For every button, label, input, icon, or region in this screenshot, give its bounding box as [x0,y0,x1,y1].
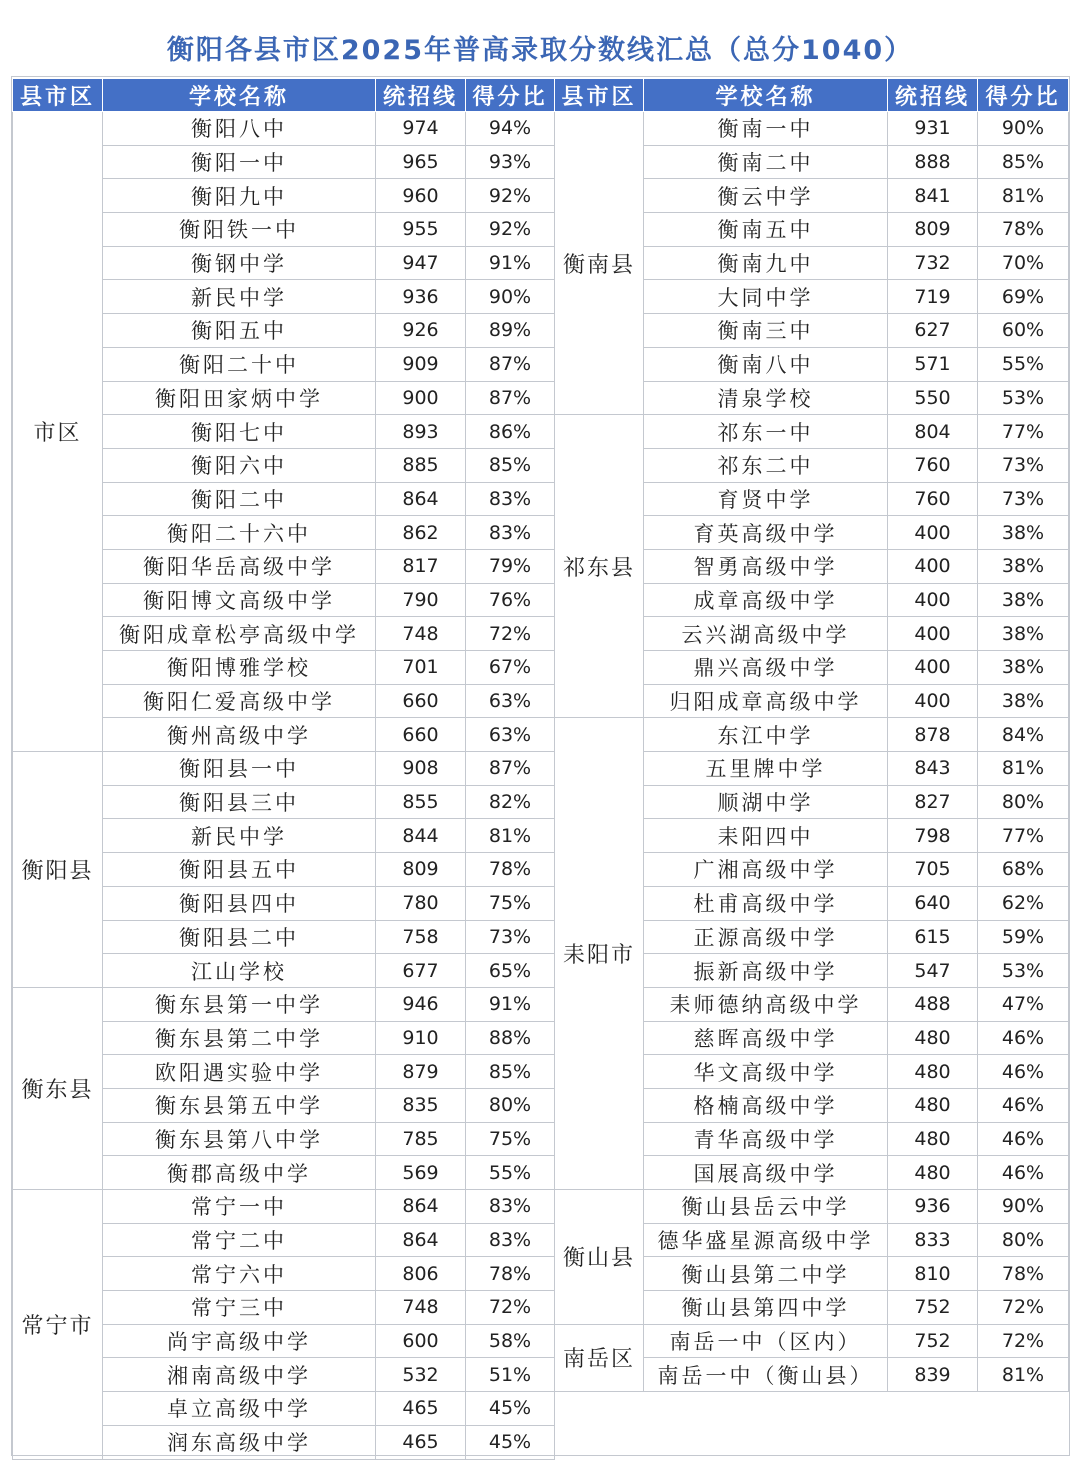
right-school-name: 衡南五中 [644,213,888,247]
table-row [13,314,1069,348]
right-admission-line: 400 [888,549,978,583]
left-school-name: 常宁六中 [103,1257,376,1291]
left-school-name: 衡州高级中学 [103,718,376,752]
left-score-ratio: 80% [466,1088,555,1122]
right-admission-line: 400 [888,651,978,685]
table-row [13,651,1069,685]
right-admission-line: 571 [888,347,978,381]
left-school-name: 衡阳博文高级中学 [103,583,376,617]
right-admission-line: 841 [888,179,978,213]
left-school-name: 衡阳五中 [103,314,376,348]
left-admission-line: 780 [376,886,466,920]
right-score-ratio: 84% [978,718,1069,752]
left-admission-line: 862 [376,516,466,550]
header-school-right: 学校名称 [644,79,888,112]
table-row [13,482,1069,516]
table-row [13,1358,1069,1392]
table-row [13,920,1069,954]
right-school-name: 祁东一中 [644,415,888,449]
right-score-ratio: 38% [978,651,1069,685]
right-school-name: 南岳一中（区内） [644,1324,888,1358]
left-school-name: 衡东县第一中学 [103,987,376,1021]
table-row [13,785,1069,819]
left-school-name: 湘南高级中学 [103,1358,376,1392]
left-school-name: 衡阳县一中 [103,752,376,786]
table-row [13,381,1069,415]
left-admission-line: 947 [376,246,466,280]
left-admission-line: 909 [376,347,466,381]
right-score-ratio: 62% [978,886,1069,920]
right-score-ratio: 70% [978,246,1069,280]
right-score-ratio: 46% [978,1122,1069,1156]
right-school-name: 归阳成章高级中学 [644,684,888,718]
table-row [13,718,1069,752]
right-school-name: 衡山县第二中学 [644,1257,888,1291]
right-admission-line: 732 [888,246,978,280]
right-district-cell: 衡山县 [555,1190,644,1325]
table-row [13,1257,1069,1291]
right-score-ratio: 78% [978,1257,1069,1291]
left-score-ratio: 83% [466,1223,555,1257]
right-school-name: 正源高级中学 [644,920,888,954]
right-admission-line: 936 [888,1190,978,1224]
left-school-name: 衡阳成章松亭高级中学 [103,617,376,651]
table-row [13,1156,1069,1190]
right-school-name: 耒师德纳高级中学 [644,987,888,1021]
left-score-ratio: 85% [466,1055,555,1089]
right-score-ratio: 81% [978,179,1069,213]
right-admission-line: 400 [888,617,978,651]
left-score-ratio: 72% [466,617,555,651]
right-district-cell: 南岳区 [555,1324,644,1391]
right-score-ratio: 46% [978,1088,1069,1122]
right-school-name: 振新高级中学 [644,954,888,988]
right-admission-line: 827 [888,785,978,819]
header-district-right: 县市区 [555,79,644,112]
right-school-name: 祁东二中 [644,448,888,482]
right-admission-line: 760 [888,482,978,516]
right-school-name: 衡南二中 [644,145,888,179]
left-admission-line: 465 [376,1392,466,1426]
left-score-ratio: 45% [466,1425,555,1459]
left-school-name: 衡阳二中 [103,482,376,516]
left-score-ratio: 82% [466,785,555,819]
right-admission-line: 400 [888,583,978,617]
left-admission-line: 910 [376,1021,466,1055]
right-score-ratio: 81% [978,1358,1069,1392]
table-row [13,1223,1069,1257]
left-score-ratio: 83% [466,1190,555,1224]
table-row [13,1088,1069,1122]
left-score-ratio: 45% [466,1392,555,1426]
table-row [13,752,1069,786]
left-school-name: 衡东县第五中学 [103,1088,376,1122]
right-admission-line: 833 [888,1223,978,1257]
right-admission-line: 627 [888,314,978,348]
right-score-ratio: 81% [978,752,1069,786]
right-school-name: 五里牌中学 [644,752,888,786]
right-score-ratio: 53% [978,954,1069,988]
right-admission-line: 480 [888,1156,978,1190]
left-admission-line: 569 [376,1156,466,1190]
left-score-ratio: 91% [466,246,555,280]
table-row [13,1055,1069,1089]
table-row [13,954,1069,988]
left-score-ratio: 85% [466,448,555,482]
right-school-name: 顺湖中学 [644,785,888,819]
table-row [13,819,1069,853]
right-admission-line: 878 [888,718,978,752]
right-school-name: 清泉学校 [644,381,888,415]
right-score-ratio: 60% [978,314,1069,348]
left-admission-line: 748 [376,617,466,651]
table-row [13,213,1069,247]
left-school-name: 衡阳仁爱高级中学 [103,684,376,718]
right-school-name: 衡南八中 [644,347,888,381]
right-score-ratio: 46% [978,1156,1069,1190]
table-row [13,516,1069,550]
table-row [13,448,1069,482]
table-row [13,617,1069,651]
left-admission-line: 758 [376,920,466,954]
left-admission-line: 864 [376,1223,466,1257]
table-row [13,179,1069,213]
right-school-name: 广湘高级中学 [644,853,888,887]
left-admission-line: 879 [376,1055,466,1089]
left-score-ratio: 87% [466,347,555,381]
right-school-name: 德华盛星源高级中学 [644,1223,888,1257]
left-school-name: 尚宇高级中学 [103,1324,376,1358]
right-school-name: 东江中学 [644,718,888,752]
right-school-name: 杜甫高级中学 [644,886,888,920]
left-school-name: 新民中学 [103,819,376,853]
left-school-name: 衡阳县二中 [103,920,376,954]
left-score-ratio: 88% [466,1021,555,1055]
table-row [13,549,1069,583]
left-school-name: 卓立高级中学 [103,1392,376,1426]
right-score-ratio: 38% [978,617,1069,651]
table-row [13,1291,1069,1325]
right-score-ratio: 38% [978,684,1069,718]
right-score-ratio: 46% [978,1055,1069,1089]
table-row [13,246,1069,280]
left-admission-line: 908 [376,752,466,786]
left-score-ratio: 51% [466,1358,555,1392]
header-line: 统招线 [376,79,466,112]
right-school-name: 耒阳四中 [644,819,888,853]
left-score-ratio: 63% [466,718,555,752]
left-score-ratio: 92% [466,179,555,213]
left-school-name: 江山学校 [103,954,376,988]
left-school-name: 衡东县第八中学 [103,1122,376,1156]
right-score-ratio: 38% [978,549,1069,583]
left-score-ratio: 55% [466,1156,555,1190]
right-score-ratio: 85% [978,145,1069,179]
left-score-ratio: 87% [466,381,555,415]
table-row [13,1392,1069,1426]
left-score-ratio: 83% [466,516,555,550]
left-score-ratio: 89% [466,314,555,348]
right-admission-line: 931 [888,112,978,146]
right-score-ratio: 72% [978,1324,1069,1358]
table-row [13,1021,1069,1055]
left-school-name: 润东高级中学 [103,1425,376,1459]
left-admission-line: 660 [376,684,466,718]
right-score-ratio: 77% [978,819,1069,853]
right-admission-line: 615 [888,920,978,954]
right-score-ratio: 90% [978,1190,1069,1224]
table-row [13,280,1069,314]
right-school-name: 慈晖高级中学 [644,1021,888,1055]
left-school-name: 衡阳九中 [103,179,376,213]
left-admission-line: 817 [376,549,466,583]
left-school-name: 常宁一中 [103,1190,376,1224]
right-admission-line: 705 [888,853,978,887]
right-admission-line: 752 [888,1291,978,1325]
right-admission-line: 809 [888,213,978,247]
right-score-ratio: 38% [978,516,1069,550]
right-admission-line: 480 [888,1055,978,1089]
left-admission-line: 844 [376,819,466,853]
table-row [13,1122,1069,1156]
right-admission-line: 888 [888,145,978,179]
left-score-ratio: 81% [466,819,555,853]
right-score-ratio: 38% [978,583,1069,617]
right-admission-line: 480 [888,1021,978,1055]
left-score-ratio: 78% [466,853,555,887]
right-school-name: 衡山县第四中学 [644,1291,888,1325]
right-school-name: 衡南九中 [644,246,888,280]
left-school-name: 衡东县第二中学 [103,1021,376,1055]
left-school-name: 衡郡高级中学 [103,1156,376,1190]
right-score-ratio: 72% [978,1291,1069,1325]
right-score-ratio: 80% [978,1223,1069,1257]
left-score-ratio: 93% [466,145,555,179]
right-admission-line: 547 [888,954,978,988]
right-school-name: 衡山县岳云中学 [644,1190,888,1224]
right-admission-line: 400 [888,684,978,718]
right-admission-line: 640 [888,886,978,920]
header-ratio-right: 得分比 [978,79,1069,112]
left-school-name: 衡阳二十中 [103,347,376,381]
table-row [13,684,1069,718]
right-score-ratio: 73% [978,482,1069,516]
left-school-name: 常宁二中 [103,1223,376,1257]
right-school-name: 育贤中学 [644,482,888,516]
right-score-ratio: 59% [978,920,1069,954]
left-score-ratio: 94% [466,112,555,146]
left-school-name: 衡阳县五中 [103,853,376,887]
right-school-name: 华文高级中学 [644,1055,888,1089]
table-row [13,886,1069,920]
left-admission-line: 864 [376,1190,466,1224]
right-score-ratio: 47% [978,987,1069,1021]
left-admission-line: 785 [376,1122,466,1156]
left-admission-line: 855 [376,785,466,819]
right-school-name: 智勇高级中学 [644,549,888,583]
left-score-ratio: 79% [466,549,555,583]
left-school-name: 衡阳六中 [103,448,376,482]
table-row [13,145,1069,179]
left-score-ratio: 86% [466,415,555,449]
left-school-name: 欧阳遇实验中学 [103,1055,376,1089]
left-admission-line: 955 [376,213,466,247]
right-school-name: 云兴湖高级中学 [644,617,888,651]
table-row [13,987,1069,1021]
left-admission-line: 974 [376,112,466,146]
right-district-cell: 耒阳市 [555,718,644,1190]
right-district-cell: 衡南县 [555,112,644,415]
score-table [12,78,1069,1460]
left-district-cell: 常宁市 [13,1190,103,1460]
table-row [13,1324,1069,1358]
left-district-cell: 衡阳县 [13,752,103,988]
header-school: 学校名称 [103,79,376,112]
right-school-name: 格楠高级中学 [644,1088,888,1122]
left-school-name: 衡阳一中 [103,145,376,179]
table-row [13,347,1069,381]
page-title: 衡阳各县市区2025年普高录取分数线汇总（总分1040） [166,34,914,66]
left-school-name: 衡钢中学 [103,246,376,280]
left-admission-line: 806 [376,1257,466,1291]
left-admission-line: 600 [376,1324,466,1358]
left-school-name: 衡阳县四中 [103,886,376,920]
left-admission-line: 790 [376,583,466,617]
right-school-name: 大同中学 [644,280,888,314]
left-admission-line: 936 [376,280,466,314]
header-district: 县市区 [13,79,103,112]
right-score-ratio: 90% [978,112,1069,146]
right-school-name: 衡南三中 [644,314,888,348]
left-district-cell: 衡东县 [13,987,103,1189]
left-school-name: 衡阳博雅学校 [103,651,376,685]
left-score-ratio: 67% [466,651,555,685]
left-admission-line: 660 [376,718,466,752]
left-school-name: 常宁三中 [103,1291,376,1325]
left-admission-line: 885 [376,448,466,482]
table-row [13,853,1069,887]
right-admission-line: 810 [888,1257,978,1291]
left-score-ratio: 75% [466,1122,555,1156]
left-admission-line: 701 [376,651,466,685]
left-admission-line: 946 [376,987,466,1021]
right-admission-line: 798 [888,819,978,853]
right-score-ratio: 55% [978,347,1069,381]
left-school-name: 衡阳二十六中 [103,516,376,550]
left-score-ratio: 91% [466,987,555,1021]
right-admission-line: 400 [888,516,978,550]
table-row [13,1190,1069,1224]
right-school-name: 国展高级中学 [644,1156,888,1190]
left-admission-line: 965 [376,145,466,179]
left-school-name: 衡阳八中 [103,112,376,146]
table-row [13,583,1069,617]
right-school-name: 育英高级中学 [644,516,888,550]
right-admission-line: 804 [888,415,978,449]
right-admission-line: 760 [888,448,978,482]
right-school-name: 青华高级中学 [644,1122,888,1156]
table-row [13,112,1069,146]
left-score-ratio: 58% [466,1324,555,1358]
left-admission-line: 926 [376,314,466,348]
left-score-ratio: 73% [466,920,555,954]
right-score-ratio: 69% [978,280,1069,314]
right-admission-line: 550 [888,381,978,415]
right-admission-line: 488 [888,987,978,1021]
left-score-ratio: 75% [466,886,555,920]
left-school-name: 衡阳铁一中 [103,213,376,247]
left-score-ratio: 83% [466,482,555,516]
left-school-name: 衡阳华岳高级中学 [103,549,376,583]
right-admission-line: 719 [888,280,978,314]
left-score-ratio: 65% [466,954,555,988]
left-admission-line: 835 [376,1088,466,1122]
header-row [13,79,1069,112]
left-score-ratio: 72% [466,1291,555,1325]
right-admission-line: 480 [888,1088,978,1122]
left-admission-line: 748 [376,1291,466,1325]
right-school-name: 衡南一中 [644,112,888,146]
header-ratio: 得分比 [466,79,555,112]
right-school-name: 南岳一中（衡山县） [644,1358,888,1392]
left-admission-line: 677 [376,954,466,988]
right-score-ratio: 77% [978,415,1069,449]
right-school-name: 衡云中学 [644,179,888,213]
left-score-ratio: 90% [466,280,555,314]
right-score-ratio: 68% [978,853,1069,887]
left-admission-line: 864 [376,482,466,516]
right-admission-line: 480 [888,1122,978,1156]
table-row [13,415,1069,449]
right-admission-line: 843 [888,752,978,786]
right-school-name: 成章高级中学 [644,583,888,617]
left-admission-line: 893 [376,415,466,449]
right-score-ratio: 53% [978,381,1069,415]
left-district-cell: 市区 [13,112,103,752]
right-score-ratio: 80% [978,785,1069,819]
table-row [13,1425,1069,1459]
left-school-name: 衡阳县三中 [103,785,376,819]
right-admission-line: 752 [888,1324,978,1358]
left-school-name: 衡阳田家炳中学 [103,381,376,415]
left-admission-line: 532 [376,1358,466,1392]
left-school-name: 新民中学 [103,280,376,314]
right-score-ratio: 73% [978,448,1069,482]
left-score-ratio: 76% [466,583,555,617]
left-admission-line: 465 [376,1425,466,1459]
left-admission-line: 809 [376,853,466,887]
left-score-ratio: 63% [466,684,555,718]
left-score-ratio: 92% [466,213,555,247]
right-school-name: 鼎兴高级中学 [644,651,888,685]
right-score-ratio: 46% [978,1021,1069,1055]
left-admission-line: 960 [376,179,466,213]
header-line-right: 统招线 [888,79,978,112]
left-score-ratio: 78% [466,1257,555,1291]
right-score-ratio: 78% [978,213,1069,247]
left-school-name: 衡阳七中 [103,415,376,449]
right-admission-line: 839 [888,1358,978,1392]
left-admission-line: 900 [376,381,466,415]
left-score-ratio: 87% [466,752,555,786]
right-district-cell: 祁东县 [555,415,644,718]
